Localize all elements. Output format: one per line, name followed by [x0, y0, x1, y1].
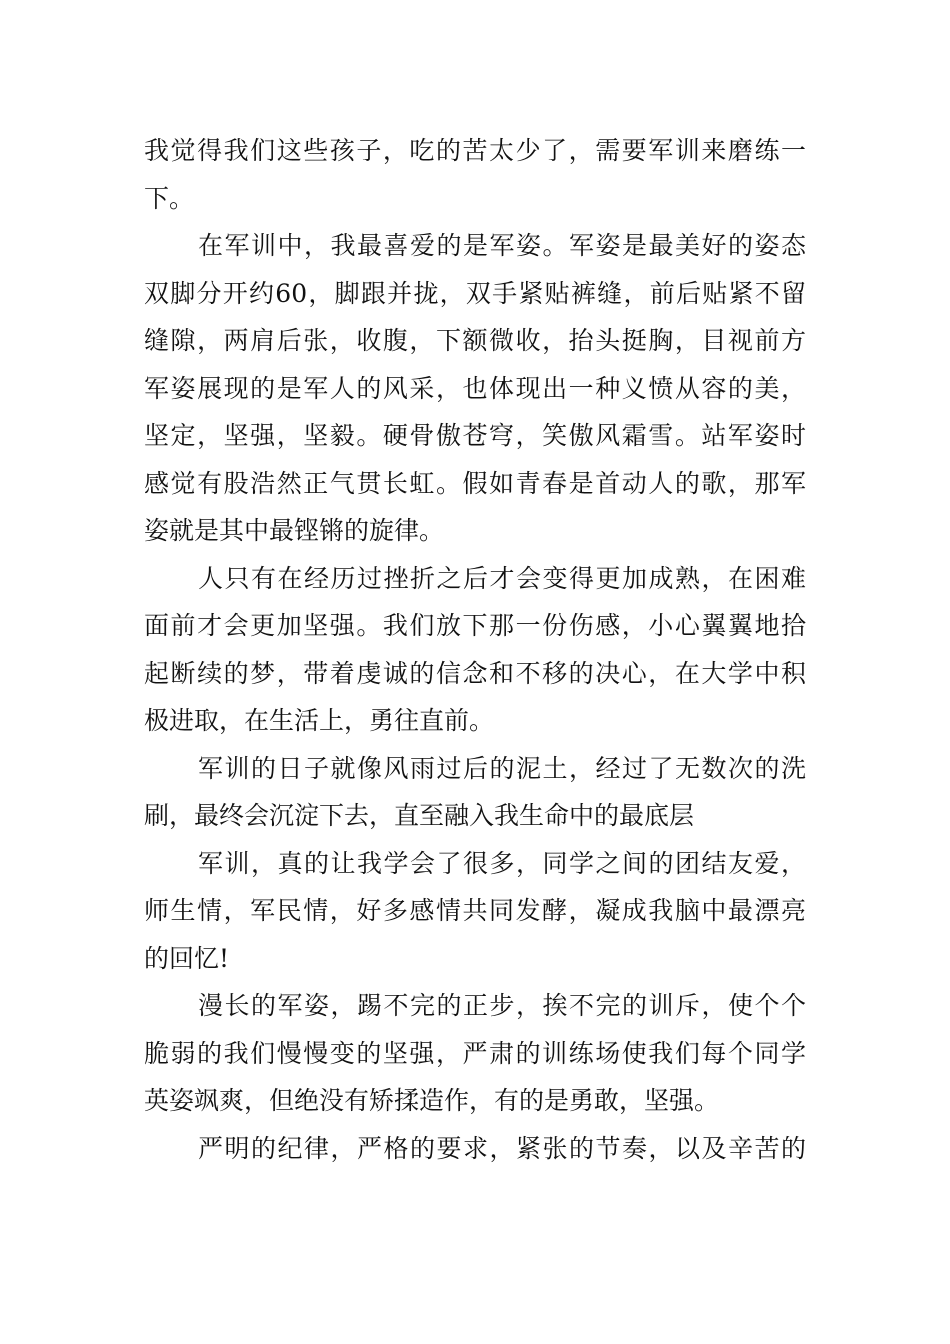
text-line: 我觉得我们这些孩子，吃的苦太少了，需要军训来磨练一	[144, 136, 806, 165]
paragraph	[144, 840, 806, 983]
text-line: 英姿飒爽，但绝没有矫揉造作，有的是勇敢，坚强。	[144, 1086, 720, 1115]
text-line: 军训的日子就像风雨过后的泥土，经过了无数次的洗	[198, 753, 806, 783]
text-line: 严明的纪律，严格的要求，紧张的节奏，以及辛苦的	[198, 1133, 806, 1163]
text-line: 刷，最终会沉淀下去，直至融入我生命中的最底层	[144, 801, 695, 830]
text-line: 在军训中，我最喜爱的是军姿。军姿是最美好的姿态	[198, 231, 806, 260]
text-line: 下。	[144, 183, 195, 213]
text-line: 双脚分开约60，脚跟并拢，双手紧贴裤缝，前后贴紧不留	[144, 278, 806, 308]
paragraph	[144, 982, 806, 1125]
document-body	[144, 127, 806, 1172]
paragraph	[144, 127, 806, 222]
text-line: 漫长的军姿，踢不完的正步，挨不完的训斥，使个个	[198, 991, 806, 1020]
paragraph	[144, 222, 806, 555]
text-line: 感觉有股浩然正气贯长虹。假如青春是首动人的歌，那军	[144, 468, 806, 498]
text-line: 面前才会更加坚强。我们放下那一份伤感，小心翼翼地拾	[144, 611, 806, 640]
paragraph	[144, 555, 806, 745]
text-line: 人只有在经历过挫折之后才会变得更加成熟，在困难	[198, 563, 806, 593]
text-line: 姿就是其中最铿锵的旋律。	[144, 516, 445, 545]
paragraph	[144, 745, 806, 840]
text-line: 军训，真的让我学会了很多，同学之间的团结友爱，	[198, 848, 806, 878]
text-line: 起断续的梦，带着虔诚的信念和不移的决心，在大学中积	[144, 658, 806, 688]
text-line: 脆弱的我们慢慢变的坚强，严肃的训练场使我们每个同学	[144, 1038, 806, 1068]
text-line: 坚定，坚强，坚毅。硬骨傲苍穹，笑傲风霜雪。站军姿时	[144, 421, 806, 450]
text-line: 的回忆!	[144, 943, 230, 973]
paragraph	[144, 1125, 806, 1173]
text-line: 极进取，在生活上，勇往直前。	[144, 706, 495, 735]
text-line: 军姿展现的是军人的风采，也体现出一种义愤从容的美，	[144, 373, 806, 403]
text-line: 师生情，军民情，好多感情共同发酵，凝成我脑中最漂亮	[144, 896, 806, 925]
text-line: 缝隙，两肩后张，收腹，下额微收，抬头挺胸，目视前方	[144, 326, 806, 355]
